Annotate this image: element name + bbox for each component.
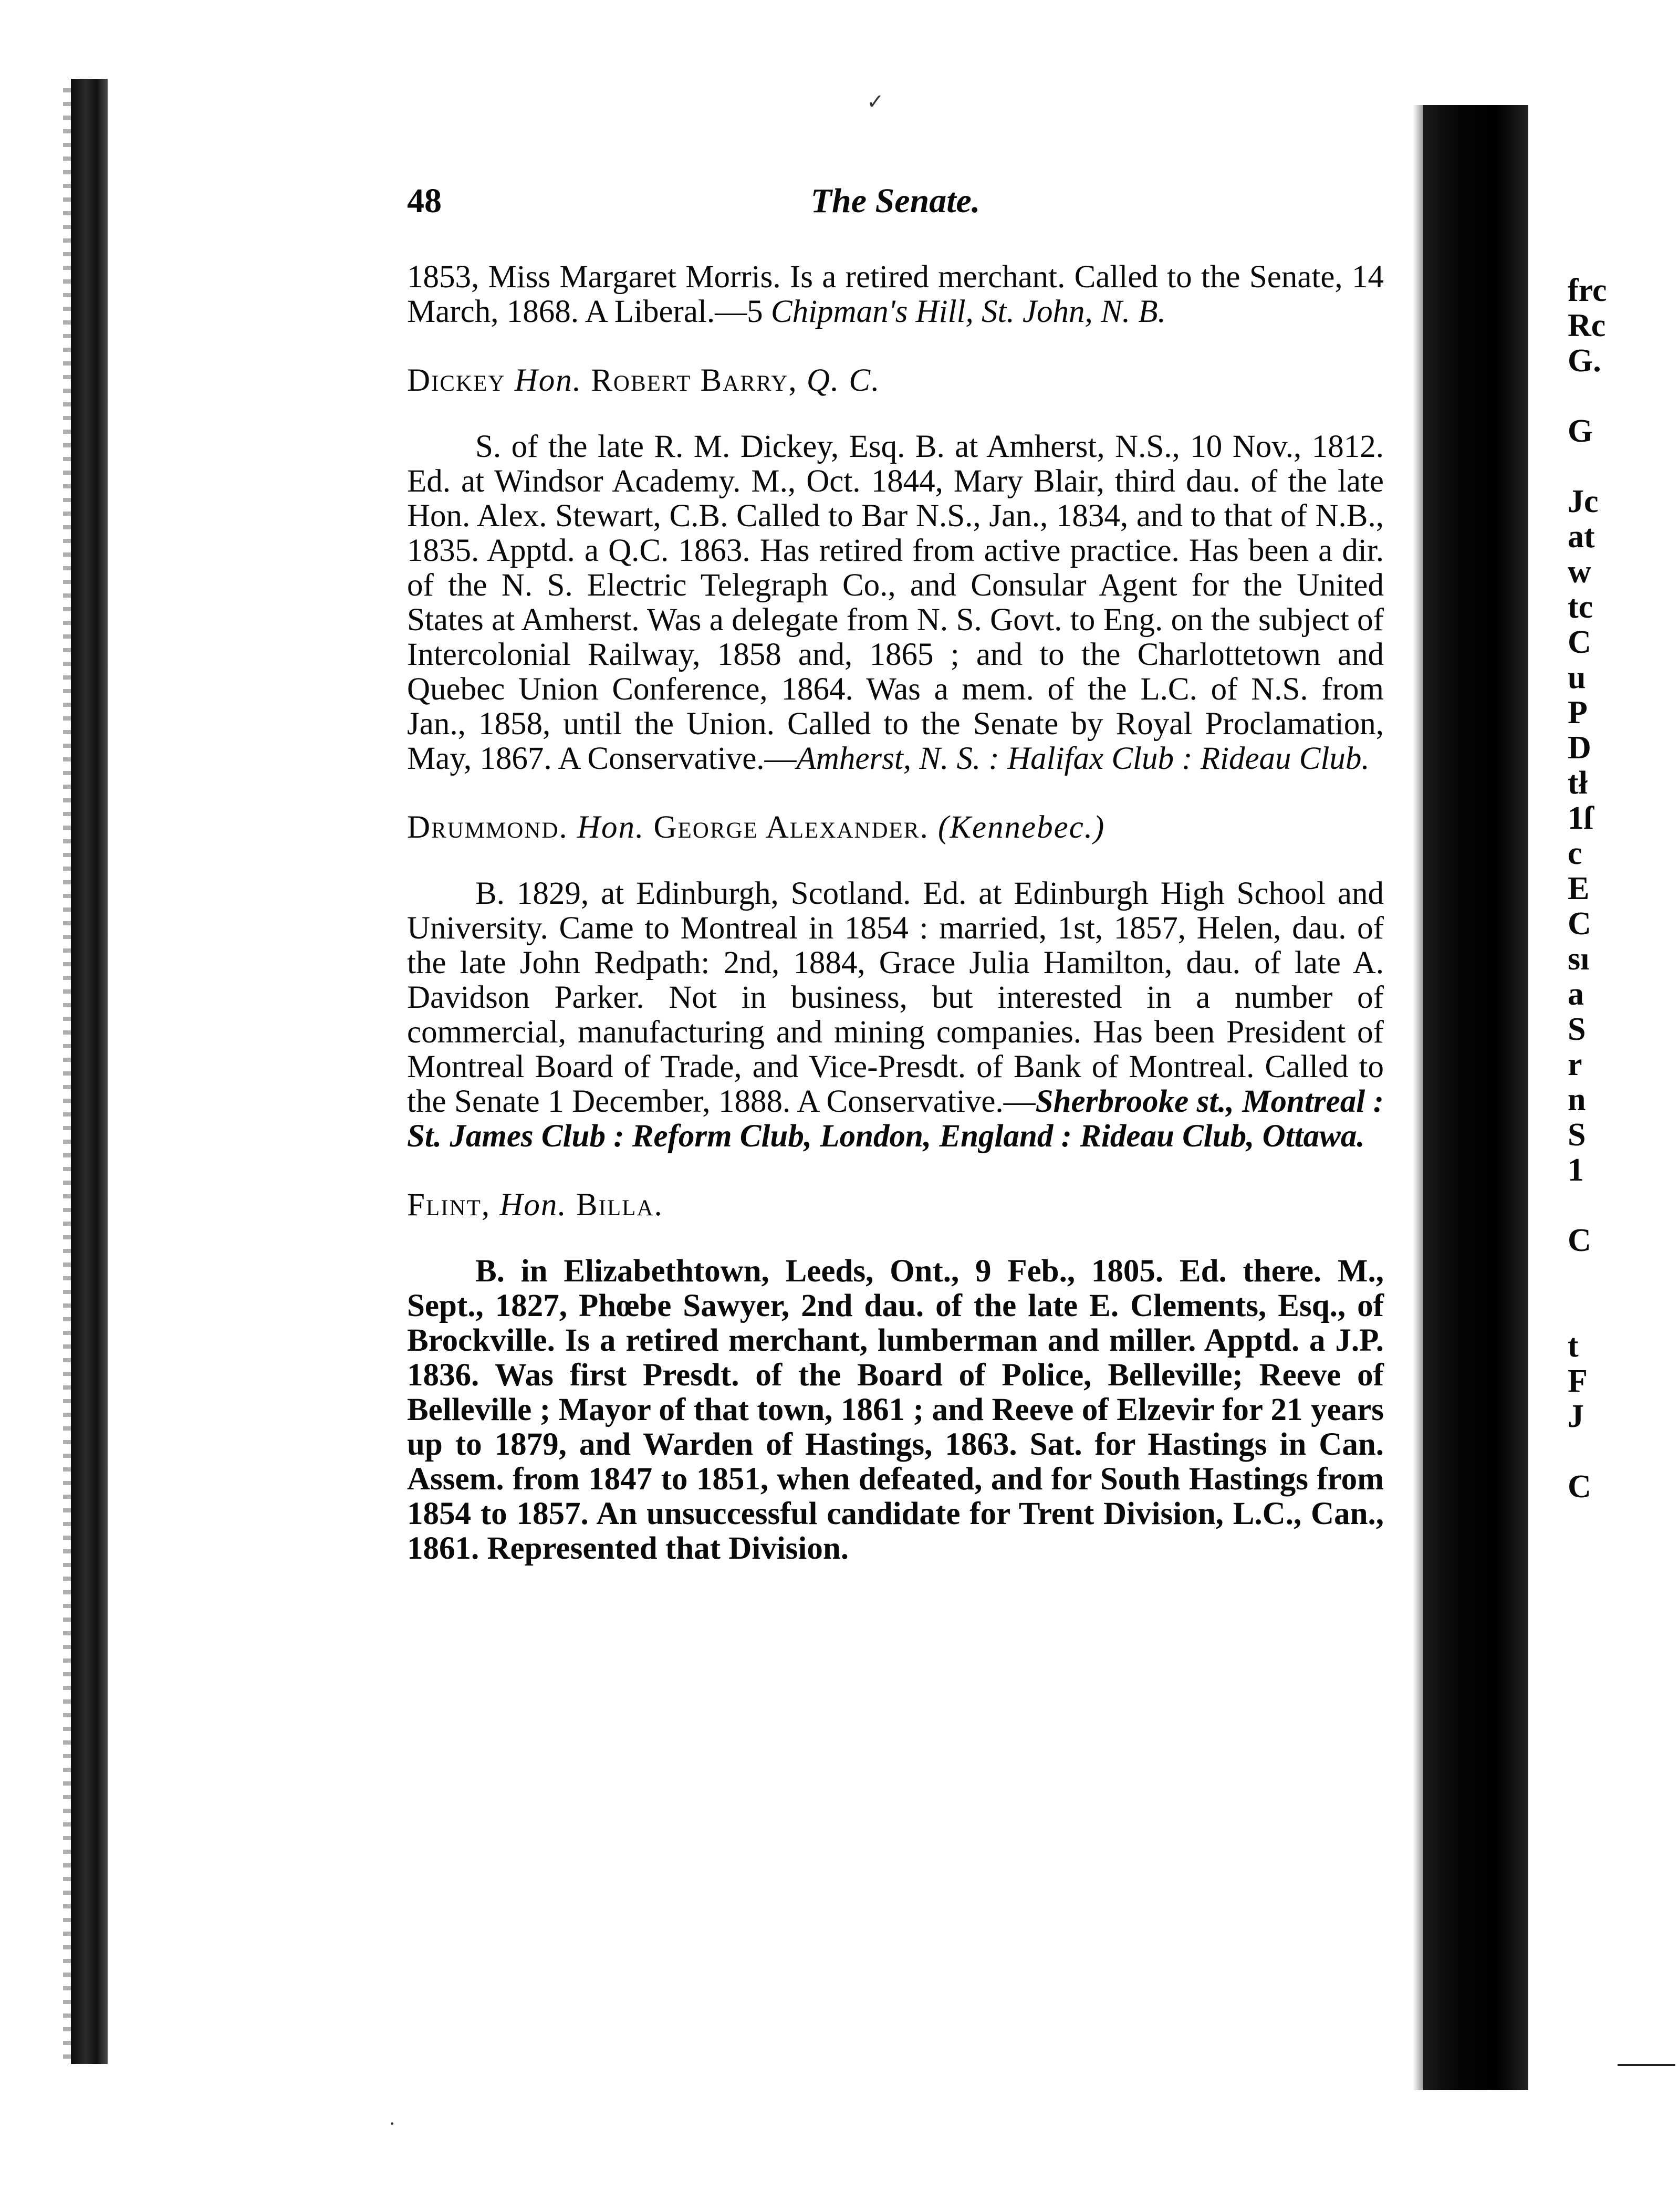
entry-honorific: Hon. bbox=[514, 363, 582, 398]
continuation-address: Chipman's Hill, St. John, N. B. bbox=[770, 294, 1166, 329]
entry-surname: Drummond. bbox=[407, 810, 568, 845]
facing-page-fragment: Jc bbox=[1568, 484, 1599, 519]
facing-page-fragment: tc bbox=[1568, 589, 1593, 625]
scan-right-gutter-shadow bbox=[1423, 105, 1528, 2090]
entry-address: Amherst, N. S. : Halifax Club : Rideau Club. bbox=[796, 741, 1370, 776]
page-number: 48 bbox=[407, 182, 442, 220]
entry-honorific: Hon. bbox=[499, 1187, 567, 1223]
entry-body-text: S. of the late R. M. Dickey, Esq. B. at Amherst, N.S., 10 Nov., 1812. Ed. at Windsor Academy. M., Oct. 1844, Mary Blair, third dau. of the late Hon. Alex. Stewart, C.B. Called to Bar N.S., Jan., 1834, and to that of N.B., 1835. Apptd. a Q.C. 1863. Has retired from active practice. Has been a dir. of the N. S. Electric Telegraph Co., and Consular Agent for the United States at Amherst. Was a delegate from N. S. Govt. to Eng. on the subject of Intercolonial Railway, 1858 and, 1865 ; and to the Charlottetown and Quebec Union Conference, 1864. Was a mem. of the L.C. of N.S. from Jan., 1858, until the Union. Called to the Senate by Royal Proclamation, May, 1867. A Conservative.— bbox=[407, 429, 1384, 776]
entry-heading-drummond bbox=[407, 810, 1384, 845]
facing-page-fragment: C bbox=[1568, 1469, 1591, 1505]
facing-page-fragment: r bbox=[1568, 1047, 1582, 1082]
scan-speck: ✓ bbox=[867, 90, 884, 113]
facing-page-fragment bbox=[1568, 1293, 1662, 1329]
facing-page-fragment: J bbox=[1568, 1399, 1584, 1434]
facing-page-fragment: C bbox=[1568, 906, 1591, 942]
entry-heading-flint bbox=[407, 1188, 1384, 1223]
facing-page-fragment bbox=[1568, 1258, 1662, 1293]
facing-page-fragment: F bbox=[1568, 1363, 1588, 1399]
facing-page-fragment: a bbox=[1568, 976, 1584, 1012]
facing-page-fragment: u bbox=[1568, 660, 1586, 695]
entry-given-names: George Alexander. bbox=[653, 810, 929, 845]
facing-page-fragment: G bbox=[1568, 413, 1593, 449]
facing-page-fragment: P bbox=[1568, 695, 1588, 731]
facing-page-fragment bbox=[1568, 379, 1662, 414]
page-body bbox=[407, 260, 1384, 1566]
facing-page-fragments bbox=[1568, 273, 1662, 1505]
entry-body-drummond bbox=[407, 877, 1384, 1154]
entry-body-dickey bbox=[407, 430, 1384, 776]
facing-page-fragment: sı bbox=[1568, 941, 1590, 977]
scan-edge-mark bbox=[1618, 2064, 1675, 2066]
entry-body-flint bbox=[407, 1254, 1384, 1566]
scan-left-binding-shadow bbox=[71, 79, 108, 2064]
facing-page-fragment: S bbox=[1568, 1011, 1586, 1047]
facing-page-fragment: 1 bbox=[1568, 1152, 1584, 1188]
facing-page-fragment bbox=[1568, 449, 1662, 484]
facing-page-fragment: Rc bbox=[1568, 308, 1606, 343]
continuation-text: 1853, Miss Margaret Morris. Is a retired merchant. Called to the Senate, 14 March, 1868. A Liberal.—5 bbox=[407, 259, 1384, 329]
running-title: The Senate. bbox=[810, 182, 981, 220]
facing-page-fragment: 1ſ bbox=[1568, 800, 1593, 836]
facing-page-fragment: at bbox=[1568, 519, 1595, 555]
entry-suffix: Q. C. bbox=[806, 363, 881, 398]
entry-address: Sherbrooke st., Montreal : St. James Club : Reform Club, London, England : Rideau Club, Ottawa. bbox=[407, 1084, 1384, 1154]
facing-page-fragment: E bbox=[1568, 871, 1590, 906]
facing-page-fragment: c bbox=[1568, 836, 1582, 871]
facing-page-fragment: C bbox=[1568, 624, 1591, 660]
entry-suffix: (Kennebec.) bbox=[937, 810, 1106, 845]
facing-page-fragment: C bbox=[1568, 1223, 1591, 1258]
facing-page-fragment: frc bbox=[1568, 273, 1607, 308]
entry-body-text: B. in Elizabethtown, Leeds, Ont., 9 Feb., 1805. Ed. there. M., Sept., 1827, Phœbe Sawyer, 2nd dau. of the late E. Clements, Esq., of Brockville. Is a retired merchant, lumberman and miller. Apptd. a J.P. 1836. Was first Presdt. of the Board of Police, Belleville; Reeve of Belleville ; Mayor of that town, 1861 ; and Reeve of Elzevir for 21 years up to 1879, and Warden of Hastings, 1863. Sat. for Hastings in Can. Assem. from 1847 to 1851, when defeated, and for South Hastings from 1854 to 1857. An unsuccessful candidate for Trent Division, L.C., Can., 1861. Represented that Division. bbox=[407, 1254, 1384, 1566]
entry-body-text: B. 1829, at Edinburgh, Scotland. Ed. at Edinburgh High School and University. Came to Montreal in 1854 : married, 1st, 1857, Helen, dau. of the late John Redpath: 2nd, 1884, Grace Julia Hamilton, dau. of late A. Davidson Parker. Not in business, but interested in a number of commercial, manufacturing and mining companies. Has been President of Montreal Board of Trade, and Vice-Presdt. of Bank of Montreal. Called to the Senate 1 December, 1888. A Conservative.— bbox=[407, 876, 1384, 1119]
entry-surname: Dickey bbox=[407, 363, 506, 398]
facing-page-fragment: tł bbox=[1568, 765, 1588, 801]
facing-page-fragment: w bbox=[1568, 554, 1591, 590]
scan-speck: · bbox=[389, 2112, 396, 2135]
facing-page-fragment bbox=[1568, 1434, 1662, 1469]
facing-page-fragment: t bbox=[1568, 1328, 1579, 1364]
entry-surname: Flint, bbox=[407, 1187, 491, 1223]
page-header bbox=[407, 181, 1384, 228]
facing-page-fragment: n bbox=[1568, 1082, 1586, 1118]
entry-heading-dickey bbox=[407, 363, 1384, 398]
facing-page-fragment: D bbox=[1568, 730, 1591, 766]
facing-page-fragment: S bbox=[1568, 1117, 1586, 1153]
entry-given-names: Robert Barry, bbox=[591, 363, 798, 398]
entry-given-names: Billa. bbox=[576, 1187, 663, 1223]
continuation-paragraph bbox=[407, 260, 1384, 329]
facing-page-fragment: G. bbox=[1568, 343, 1601, 379]
entry-honorific: Hon. bbox=[577, 810, 645, 845]
facing-page-fragment bbox=[1568, 1188, 1662, 1223]
